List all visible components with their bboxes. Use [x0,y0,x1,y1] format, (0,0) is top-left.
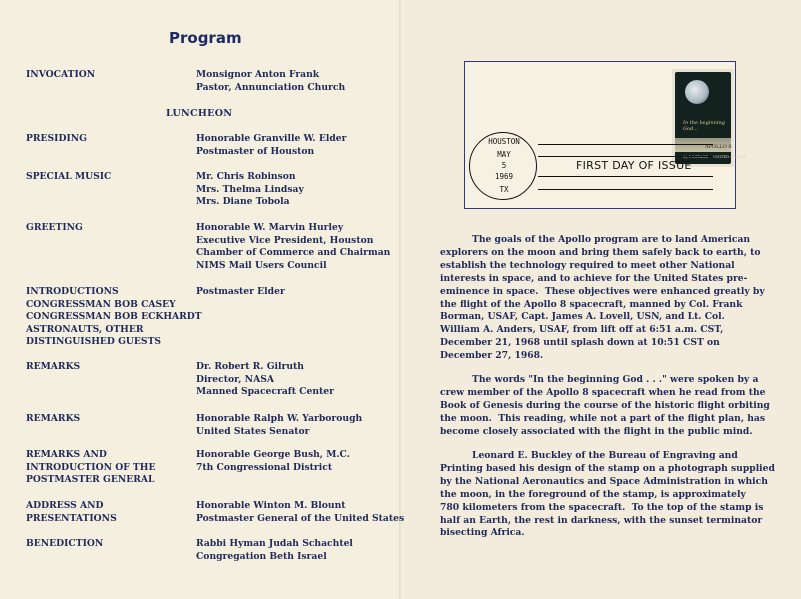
program-names: Postmaster Elder [196,286,285,297]
program-names: Dr. Robert R. Gilruth Director, NASA Manned Spacecraft Center [196,361,334,398]
program-names: Monsignor Anton Frank Pastor, Annunciation Church [196,69,346,93]
program-label: BENEDICTION [26,538,104,549]
postmark-city: HOUSTON [488,137,520,146]
first-day-of-issue-cancel: FIRST DAY OF ISSUE [576,159,692,172]
postmark-day: 5 [501,161,507,170]
postmark-state: TX [499,185,509,194]
program-names: Honorable W. Marvin Hurley Executive Vice President, Houston Chamber of Commerce and Chairman NIMS Mail Users Council [196,222,391,271]
program-label: REMARKS [26,413,81,424]
program-label: INVOCATION [26,69,96,80]
program-title: Program [169,29,242,47]
program-label: GREETING [26,222,83,233]
program-label: INTRODUCTIONS CONGRESSMAN BOB CASEY CONGRESSMAN BOB ECKHARDT ASTRONAUTS, OTHER DISTINGUISHED GUESTS [26,286,202,348]
program-names: Mr. Chris Robinson Mrs. Thelma Lindsay Mrs. Diane Tobola [196,171,304,208]
genesis-paragraph: The words "In the beginning God . . ." were spoken by a crew member of the Apollo 8 spacecraft when he read from the Book of Genesis during the course of the historic flight orbiting the moon. This reading, while not a part of the flight plan, has become closely associated with the flight in the public mind. [440,374,770,437]
program-names: Honorable Ralph W. Yarborough United States Senator [196,413,363,437]
cancel-line [538,144,713,145]
postmark-circle [469,132,537,200]
program-label: PRESIDING [26,133,87,144]
stamp-design-paragraph: Leonard E. Buckley of the Bureau of Engraving and Printing based his design of the stamp on a photograph supplied by the National Aeronautics and Space Administration in which the moon, in the foreground of the stamp, is approximately 780 kilometers from the spacecraft. To the top of the stamp is half an Earth, the rest in darkness, with the sunset terminator bisecting Africa. [440,450,775,539]
cancel-line [538,176,713,177]
luncheon-heading: LUNCHEON [166,108,233,119]
postmark-year: 1969 [494,172,514,181]
program-label: SPECIAL MUSIC [26,171,112,182]
apollo-8-stamp [672,69,746,167]
program-names: Honorable Winton M. Blount Postmaster General of the United States [196,500,405,524]
earth-icon [685,80,709,104]
program-label: REMARKS [26,361,81,372]
program-label: ADDRESS AND PRESENTATIONS [26,500,117,524]
stamp-artwork [675,72,746,164]
program-names: Honorable Granville W. Elder Postmaster of Houston [196,133,347,157]
stamp-name: APOLLO 8 [705,144,732,150]
stamp-value: 6¢ POSTAGE • UNITED STATES [683,154,746,159]
cancel-line [538,189,713,190]
stamp-caption: In the beginning God... [683,120,725,132]
program-names: Honorable George Bush, M.C. 7th Congressional District [196,449,350,473]
program-label: REMARKS AND INTRODUCTION OF THE POSTMASTER GENERAL [26,449,156,486]
cancel-line [538,156,713,157]
program-names: Rabbi Hyman Judah Schachtel Congregation Beth Israel [196,538,353,562]
apollo-goals-paragraph: The goals of the Apollo program are to land American explorers on the moon and bring them safely back to earth, to establish the technology required to meet other National interests in space, and to achieve for the United States pre- eminence in space. These objectives were enhanced greatly by the flight of the Apollo 8 spacecraft, manned by Col. Frank Borman, USAF, Capt. James A. Lovell, USN, and Lt. Col. William A. Anders, USAF, from lift off at 6:51 a.m. CST, December 21, 1968 until splash down at 10:51 CST on December 27, 1968. [440,234,765,362]
postmark-month: MAY [497,150,511,159]
